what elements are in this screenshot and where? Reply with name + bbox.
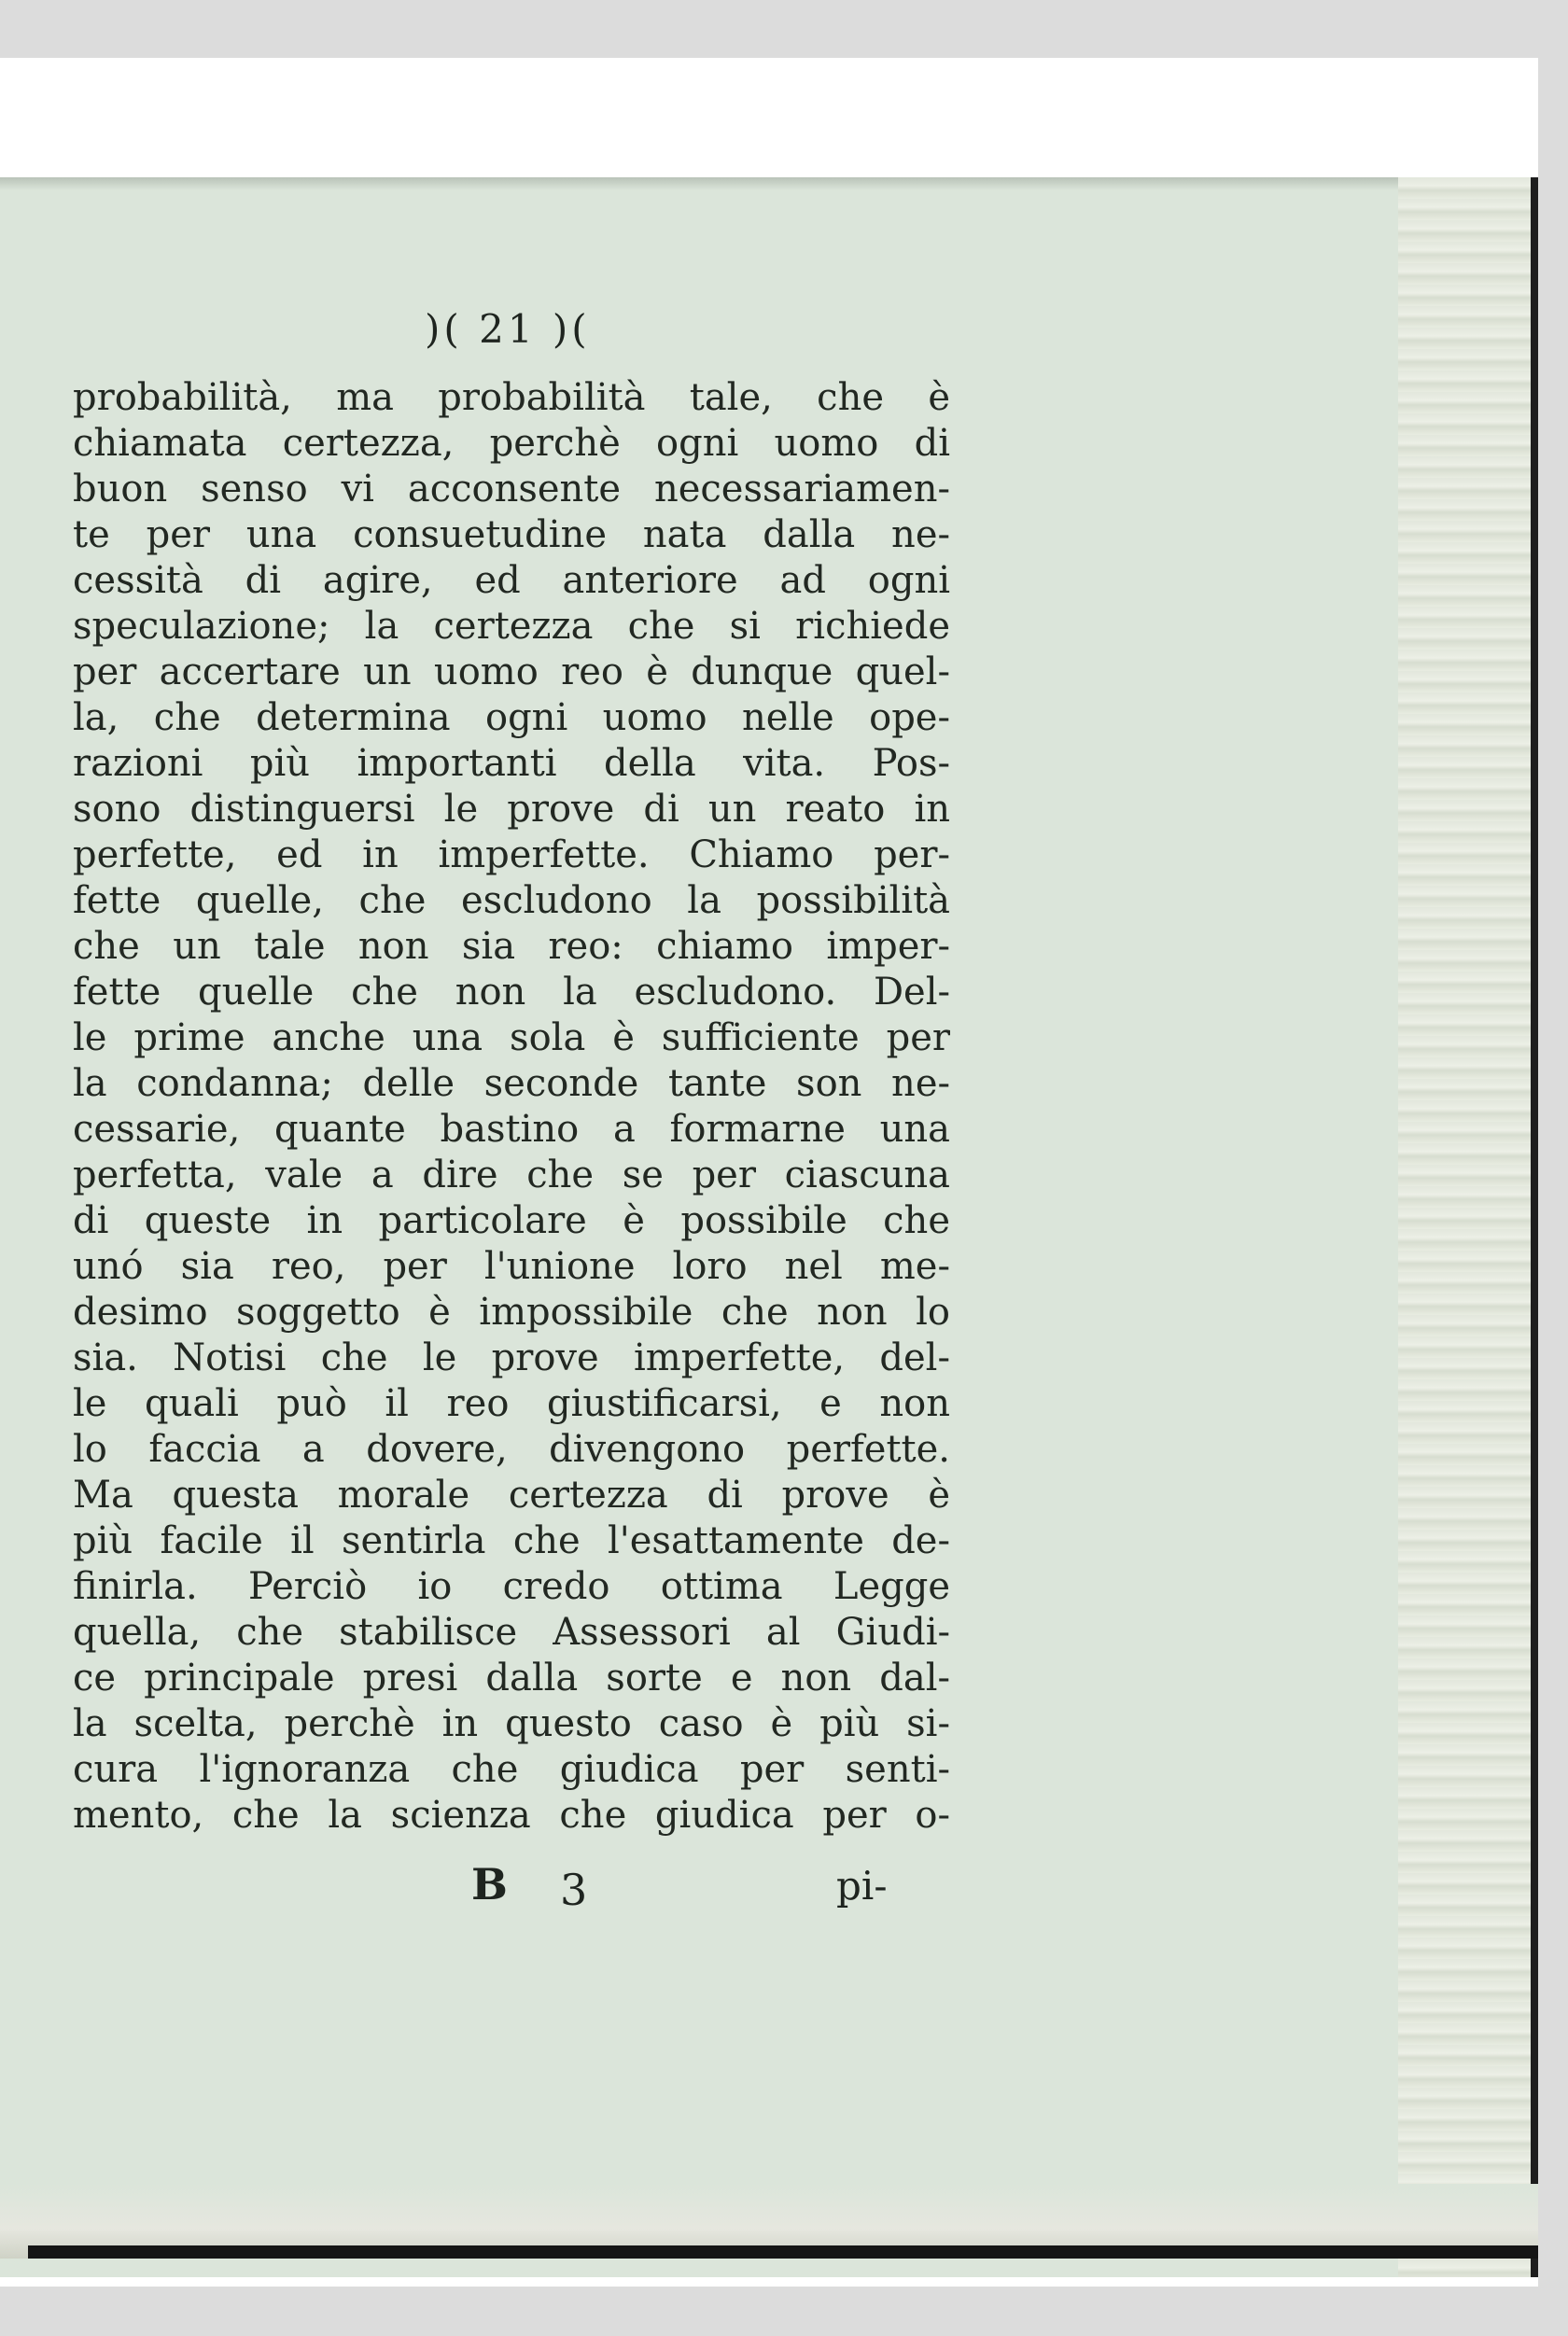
text-line: di queste in particolare è possibile che <box>73 1199 950 1242</box>
text-line: ce principale presi dalla sorte e non dal- <box>73 1657 950 1700</box>
text-line: la scelta, perchè in questo caso è più si- <box>73 1702 950 1745</box>
text-line: razioni più importanti della vita. Pos- <box>73 742 950 785</box>
book-page <box>0 177 1538 2277</box>
text-line: le quali può il reo giustificarsi, e non <box>73 1382 950 1425</box>
catchword: pi- <box>836 1863 888 1909</box>
text-line: te per una consuetudine nata dalla ne- <box>73 513 950 556</box>
text-line: cura l'ignoranza che giudica per senti- <box>73 1748 950 1791</box>
text-line: mento, che la scienza che giudica per o- <box>73 1794 950 1837</box>
text-line: chiamata certezza, perchè ogni uomo di <box>73 422 950 465</box>
text-line: cessarie, quante bastino a formarne una <box>73 1108 950 1151</box>
text-line: perfette, ed in imperfette. Chiamo per- <box>73 833 950 876</box>
text-line: lo faccia a dovere, divengono perfette. <box>73 1428 950 1471</box>
page-bottom-border <box>28 2245 1538 2259</box>
page-right-border <box>1531 177 1538 2277</box>
text-line: quella, che stabilisce Assessori al Giudi- <box>73 1611 950 1654</box>
text-line: la condanna; delle seconde tante son ne- <box>73 1062 950 1105</box>
text-line: desimo soggetto è impossibile che non lo <box>73 1291 950 1334</box>
text-line: le prime anche una sola è sufficiente per <box>73 1016 950 1059</box>
text-line: finirla. Perciò io credo ottima Legge <box>73 1565 950 1608</box>
text-line: unó sia reo, per l'unione loro nel me- <box>73 1245 950 1288</box>
page-top-shadow <box>0 177 1538 190</box>
text-line: cessità di agire, ed anteriore ad ogni <box>73 559 950 602</box>
text-line: speculazione; la certezza che si richiede <box>73 605 950 648</box>
text-line: sia. Notisi che le prove imperfette, del- <box>73 1336 950 1379</box>
text-line: Ma questa morale certezza di prove è <box>73 1474 950 1517</box>
text-line: probabilità, ma probabilità tale, che è <box>73 376 950 419</box>
body-text <box>73 375 950 1839</box>
page-fore-edge <box>1398 177 1538 2277</box>
text-line: che un tale non sia reo: chiamo imper- <box>73 925 950 968</box>
running-head: )( 21 )( <box>425 306 591 352</box>
text-line: perfetta, vale a dire che se per ciascuna <box>73 1154 950 1196</box>
text-line: sono distinguersi le prove di un reato in <box>73 788 950 831</box>
text-line: la, che determina ogni uomo nelle ope- <box>73 696 950 739</box>
text-line: fette quelle che non la escludono. Del- <box>73 971 950 1014</box>
text-line: fette quelle, che escludono la possibilità <box>73 879 950 922</box>
text-line: buon senso vi acconsente necessariamen- <box>73 468 950 511</box>
signature-number: 3 <box>560 1865 588 1915</box>
text-line: per accertare un uomo reo è dunque quel- <box>73 650 950 693</box>
text-line: più facile il sentirla che l'esattamente de- <box>73 1519 950 1562</box>
scan-frame <box>0 58 1538 2287</box>
signature-mark: B <box>471 1859 508 1909</box>
